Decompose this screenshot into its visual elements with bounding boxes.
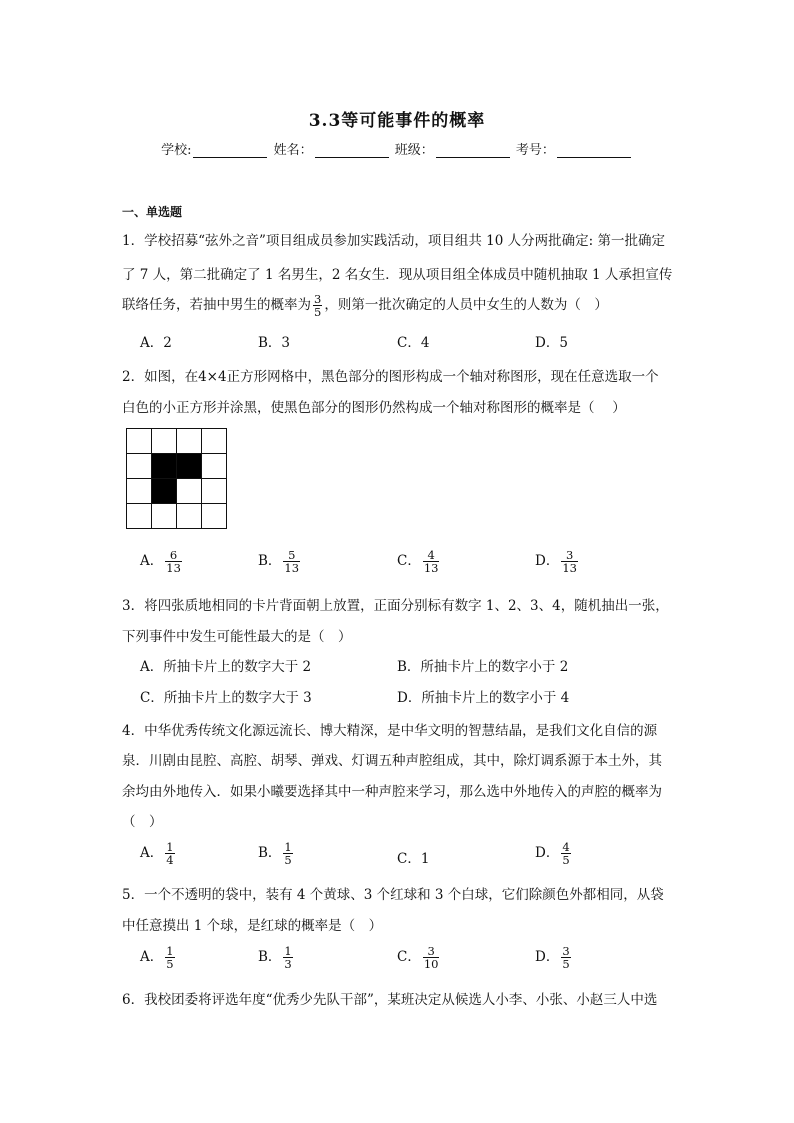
fraction-numerator: 1	[166, 840, 174, 854]
option-fraction	[423, 945, 440, 970]
grid-cell-white	[202, 479, 227, 504]
option-a[interactable]: A．所抽卡片上的数字大于 2	[140, 659, 312, 675]
section-heading: 一、单选题	[122, 205, 183, 219]
option-b[interactable]	[258, 945, 295, 970]
grid-cell-white	[202, 454, 227, 479]
grid-cell-white	[177, 504, 202, 529]
fraction-denominator: 4	[166, 853, 174, 867]
question-1-line-2: 了 7 人，第二批确定了 1 名男生，2 名女生．现从项目组全体成员中随机抽取 1 人承担宣传	[122, 267, 673, 283]
grid-cell-black	[152, 479, 177, 504]
question-1-line-3	[122, 293, 682, 318]
fraction-numerator: 3	[314, 292, 322, 306]
fraction-numerator: 3	[427, 944, 435, 958]
option-d[interactable]	[535, 841, 573, 866]
option-label: A．	[140, 949, 164, 965]
fraction-denominator: 13	[423, 561, 439, 575]
question-1-fraction	[313, 293, 322, 318]
option-label: D．	[535, 553, 560, 569]
question-5-line-2: 中任意摸出 1 个球，是红球的概率是（ ）	[122, 918, 383, 934]
grid-cell-white	[202, 504, 227, 529]
option-label: D．	[535, 949, 560, 965]
fraction-denominator: 5	[562, 957, 570, 971]
question-4-line-3: 余均由外地传入．如果小曦要选择其中一种声腔来学习，那么选中外地传入的声腔的概率为	[122, 784, 662, 800]
school-label: 学校:	[161, 143, 192, 158]
option-fraction	[561, 841, 570, 866]
fraction-numerator: 5	[288, 548, 296, 562]
option-label: C．	[397, 553, 421, 569]
exam-no-blank[interactable]	[557, 143, 631, 158]
option-fraction	[283, 549, 300, 574]
option-fraction	[423, 549, 440, 574]
fraction-denominator: 5	[314, 305, 322, 319]
grid-cell-white	[177, 429, 202, 454]
question-6-line-1: 6．我校团委将评选年度“优秀少先队干部”，某班决定从候选人小李、小张、小赵三人中选	[122, 992, 658, 1008]
grid-cell-white	[127, 429, 152, 454]
option-label: B．	[258, 845, 282, 861]
option-fraction	[561, 549, 578, 574]
fraction-denominator: 5	[284, 853, 292, 867]
option-label: A．	[140, 845, 164, 861]
grid-cell-black	[177, 454, 202, 479]
option-fraction	[283, 841, 292, 866]
option-a[interactable]: A．2	[140, 335, 172, 351]
option-fraction	[283, 945, 292, 970]
question-1-line-1: 1．学校招募“弦外之音”项目组成员参加实践活动，项目组共 10 人分两批确定: 第一批确定	[122, 233, 665, 249]
option-c[interactable]: C．4	[397, 335, 430, 351]
option-label: B．	[258, 553, 282, 569]
class-blank[interactable]	[436, 143, 510, 158]
question-2-line-2: 白色的小正方形并涂黑，使黑色部分的图形仍然构成一个轴对称图形的概率是（ ）	[122, 400, 626, 416]
option-fraction	[165, 945, 174, 970]
option-fraction	[165, 549, 182, 574]
option-c[interactable]	[397, 549, 441, 574]
option-b[interactable]	[258, 549, 302, 574]
question-3-line-1: 3．将四张质地相同的卡片背面朝上放置，正面分别标有数字 1、2、3、4，随机抽出一张，	[122, 598, 669, 614]
option-label: A．	[140, 553, 164, 569]
grid-cell-white	[127, 504, 152, 529]
fraction-numerator: 4	[427, 548, 435, 562]
fraction-denominator: 5	[166, 957, 174, 971]
student-info-row	[0, 139, 794, 158]
fraction-denominator: 13	[284, 561, 300, 575]
class-label: 班级：	[394, 143, 434, 158]
fraction-numerator: 6	[169, 548, 178, 562]
square-grid-figure	[126, 428, 227, 529]
fraction-denominator: 3	[284, 957, 292, 971]
fraction-denominator: 13	[562, 561, 577, 575]
option-c[interactable]	[397, 945, 441, 970]
option-label: C．	[397, 949, 421, 965]
option-c[interactable]: C．1	[397, 851, 430, 867]
question-3-line-2: 下列事件中发生可能性最大的是（ ）	[122, 629, 352, 645]
name-label: 姓名：	[273, 143, 313, 158]
option-label: B．	[258, 949, 282, 965]
question-1-text-before: 联络任务，若抽中男生的概率为	[122, 297, 311, 313]
option-a[interactable]	[140, 549, 184, 574]
grid-cell-white	[177, 479, 202, 504]
fraction-numerator: 3	[565, 548, 574, 562]
question-5-line-1: 5．一个不透明的袋中，装有 4 个黄球、3 个红球和 3 个白球，它们除颜色外都相同，从袋	[122, 887, 664, 903]
fraction-denominator: 10	[423, 957, 439, 971]
question-4-line-2: 泉．川剧由昆腔、高腔、胡琴、弹戏、灯调五种声腔组成，其中，除灯调系源于本土外，其	[122, 753, 662, 769]
grid-cell-white	[127, 454, 152, 479]
grid-cell-white	[202, 429, 227, 454]
fraction-denominator: 13	[166, 561, 181, 575]
option-d[interactable]	[535, 549, 580, 574]
fraction-denominator: 5	[562, 853, 570, 867]
option-fraction	[165, 841, 174, 866]
fraction-numerator: 3	[562, 944, 570, 958]
option-a[interactable]	[140, 945, 177, 970]
page-title: 3.3等可能事件的概率	[308, 111, 486, 131]
option-b[interactable]	[258, 841, 295, 866]
option-d[interactable]: D．5	[535, 335, 568, 351]
option-a[interactable]	[140, 841, 177, 866]
grid-cell-white	[152, 504, 177, 529]
question-2-line-1: 2．如图，在4×4正方形网格中，黑色部分的图形构成一个轴对称图形，现在任意选取一个	[122, 369, 659, 385]
question-4-line-1: 4．中华优秀传统文化源远流长、博大精深，是中华文明的智慧结晶，是我们文化自信的源	[122, 723, 658, 739]
option-b[interactable]: B．3	[258, 335, 291, 351]
fraction-numerator: 1	[284, 840, 292, 854]
question-4-line-4: （ ）	[122, 814, 163, 830]
option-d[interactable]: D．所抽卡片上的数字小于 4	[397, 690, 570, 706]
option-label: D．	[535, 845, 560, 861]
grid-cell-black	[152, 454, 177, 479]
school-blank[interactable]	[193, 143, 267, 158]
option-c[interactable]: C．所抽卡片上的数字大于 3	[140, 690, 312, 706]
name-blank[interactable]	[315, 143, 389, 158]
option-d[interactable]	[535, 945, 573, 970]
question-1-text-after: ，则第一批次确定的人员中女生的人数为（ ）	[324, 297, 608, 313]
option-fraction	[561, 945, 570, 970]
fraction-numerator: 1	[166, 944, 174, 958]
grid-cell-white	[152, 429, 177, 454]
grid-cell-white	[127, 479, 152, 504]
exam-no-label: 考号：	[515, 143, 555, 158]
fraction-numerator: 1	[284, 944, 292, 958]
fraction-numerator: 4	[562, 840, 570, 854]
option-b[interactable]: B．所抽卡片上的数字小于 2	[397, 659, 569, 675]
